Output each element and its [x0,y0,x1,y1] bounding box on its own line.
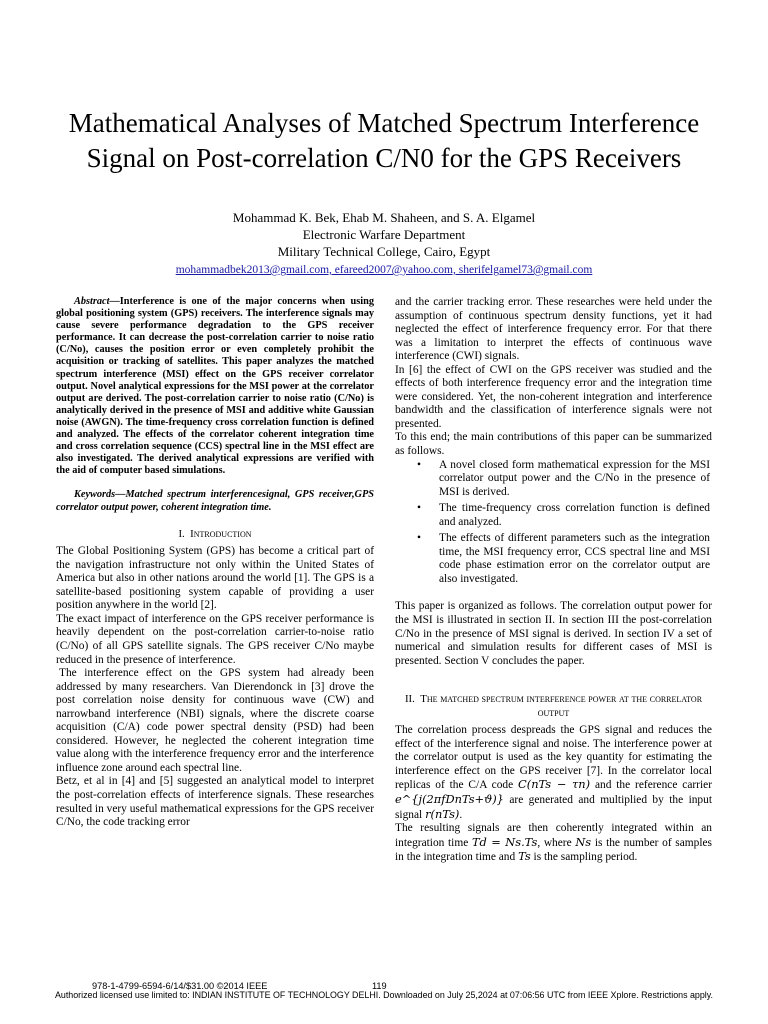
intro-paragraph-4: Betz, et al in [4] and [5] suggested an analytical model to interpret the post-correlation effects of interference signals. These researches resulted in very useful mathematical expressions for the GPS receiver C/No, the code tracking error [56,775,374,829]
intro-paragraph-3: The interference effect on the GPS system had already been addressed by many researchers. Van Dierendonck in [3] drove the post correlation noise density for continuous wave (CW) and narrowband interference (NBI) signals, where the discrete coarse acquisition (C/A) code power spectral density (PSD) had been considered. However, he neglected the coherent integration time value along with the interference frequency error and the interference influence zone around each spectral line. [56,667,374,774]
equation-inline: e^{j(2πfDnTs+ϑ)} [395,791,504,806]
bullet-icon: • [417,458,421,471]
equation-inline: Ns [575,834,592,849]
section-heading-msi-power [395,692,712,720]
section-title: The matched spectrum interference power at the correlator output [420,693,703,720]
section-heading-introduction [56,528,374,542]
abstract-lead: Abstract— [74,296,120,307]
bullet-icon: • [417,502,421,515]
paper-title: Mathematical Analyses of Matched Spectrum Interference Signal on Post-correlation C/N0 for the GPS Receivers [68,108,700,173]
right-paragraph-6: The resulting signals are then coherently integrated within an integration time Td = Ns.Ts, where Ns is the number of samples in the integration time and Ts is the sampling period. [395,822,712,864]
bullet-icon: • [417,532,421,545]
equation-inline: Ts [518,849,531,864]
page-number: 119 [372,981,387,991]
keywords: Keywords—Matched spectrum interferencesignal, GPS receiver,GPS correlator output power, coherent integration time. [56,489,374,513]
author-names: Mohammad K. Bek, Ehab M. Shaheen, and S. A. Elgamel [232,210,536,225]
abstract-body: Interference is one of the major concerns when using global positioning system (GPS) receivers. The interference signals may cause severe performance degradation to the GPS receiver performance. It can decrease the post-correlation carrier to noise ratio (C/No), causes the position error or even completely prohibit the acquisition or tracking of satellites. This paper analyzes the matched spectrum interference (MSI) effect on the GPS receiver correlator output. Novel analytical expressions for the MSI power at the correlator output are derived. The post-correlation carrier to noise ratio (C/No) is analytically derived in the presence of MSI and additive white Gaussian noise (AWGN). The time-frequency cross correlation function is defined and analyzed. The effects of the correlator coherent integration time and cross correlation sequence (CCS) spectral line in the MSI effect are also investigated. The derived analytical expressions are verified with the aid of computer based simulations. [56,296,374,477]
right-paragraph-5: The correlation process despreads the GPS signal and reduces the effect of the interference signal and noise. The interference power at the correlator output is used as the key quantity for estimating the interference effect on the GPS receiver [7]. In the correlator local replicas of the C/A code C(nTs − τn) and the reference carrier e^{j(2πfDnTs+ϑ)} are generated and multiplied by the input signal r(nTs). [395,724,712,821]
abstract [56,296,374,477]
section-title: Introduction [190,527,252,540]
right-paragraph-4: This paper is organized as follows. The correlation output power for the MSI is illustrated in section II. In section III the post-correlation C/No in the presence of MSI signal is derived. In section IV a set of numerical and simulation results for different cases of MSI is presented. Section V concludes the paper. [395,600,712,667]
list-item: • The time-frequency cross correlation function is defined and analyzed. [417,502,710,528]
right-paragraph-3: To this end; the main contributions of this paper can be summarized as follows. [395,431,712,458]
footer-isbn: 978-1-4799-6594-6/14/$31.00 ©2014 IEEE [92,981,268,991]
section-number: I. [178,527,185,540]
right-paragraph-2: In [6] the effect of CWI on the GPS receiver was studied and the effects of both interference frequency error and the integration time were considered. Yet, the non-coherent integration and interference bandwidth and the classification of interference signals were not presented. [395,363,712,430]
left-column [56,296,374,830]
license-notice: Authorized licensed use limited to: INDIAN INSTITUTE OF TECHNOLOGY DELHI. Downloaded on July 25,2024 at 07:06:56 UTC from IEEE Xplore. Restrictions apply. [54,990,713,1000]
equation-inline: r(nTs) [425,806,460,821]
list-item: • The effects of different parameters such as the integration time, the MSI frequency error, CCS spectral line and MSI code phase estimation error on the correlator output are also investigated. [417,532,710,585]
intro-paragraph-2: The exact impact of interference on the GPS receiver performance is heavily dependent on the post-correlation carrier-to-noise ratio (C/No) of all GPS satellite signals. The GPS receiver C/No maybe reduced in the presence of interference. [56,612,374,666]
author-block [0,209,768,279]
right-paragraph-1: and the carrier tracking error. These researches were held under the assumption of continuous spectrum density functions, yet it had neglected the effect of interference frequency error. For that there was a limitation to interpret the effects of continuous wave interference (CWI) signals. [395,296,712,363]
email-links[interactable]: mohammadbek2013@gmail.com, efareed2007@yahoo.com, sherifelgamel73@gmail.com [175,264,593,276]
right-column [395,296,712,865]
intro-paragraph-1: The Global Positioning System (GPS) has become a critical part of the navigation infrastructure not only within the United States of America but also in other nations around the world [1]. The GPS is a satellite-based positioning system capable of providing a user position anywhere in the world [2]. [56,545,374,612]
section-number: II. [404,693,415,706]
affiliation: Military Technical College, Cairo, Egypt [277,244,491,259]
list-item: • A novel closed form mathematical expression for the MSI correlator output power and the C/No in the presence of MSI is derived. [417,458,710,498]
department: Electronic Warfare Department [302,227,466,242]
equation-inline: C(nTs − τn) [518,777,591,792]
contributions-list [395,459,712,587]
author-emails [0,260,768,279]
equation-inline: Td = Ns.Ts [471,834,538,849]
